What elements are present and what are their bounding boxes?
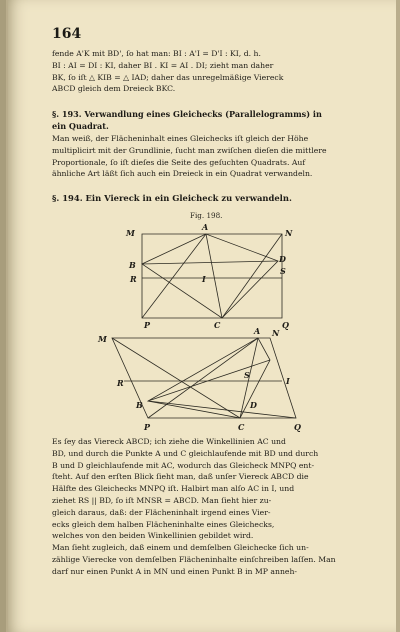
label-a-bottom: A [254, 326, 261, 336]
text-line: Man ſieht zugleich, daß einem und demſelben Gleichecke ſich un- [52, 543, 309, 553]
text-line: fende A'K mit BD', ſo hat man: BI : A'I = D'I : KI, d. h. [52, 49, 261, 58]
text-line: Es ſey das Viereck ABCD; ich ziehe die Winkellinien AC und [52, 437, 286, 446]
text-line: darf nur einen Punkt A in MN und einen Punkt B in MP anneh- [52, 566, 298, 576]
text-line: Man weiß, der Flächeninhalt eines Gleichecks iſt gleich der Höhe [52, 134, 309, 143]
section-194-body [52, 436, 352, 578]
line-pa-top [142, 234, 206, 318]
text-line: B und D gleichlaufende mit AC, wodurch das Gleicheck MNPQ ent- [52, 460, 315, 470]
parallelogram-mnpq-top [142, 234, 282, 318]
text-line: multiplicirt mit der Grundlinie, ſucht man zwiſchen dieſen die mittlere [52, 145, 327, 155]
quadrilateral-abcd-top [142, 234, 278, 318]
label-n-top: N [285, 228, 293, 238]
label-r-bottom: R [117, 378, 124, 388]
line-cn-top [222, 234, 282, 318]
label-s-top: S [280, 266, 286, 276]
text-line: Proportionale, ſo iſt dieſes die Seite des geſuchten Quadrats. Auf [52, 157, 306, 167]
label-d-top: D [279, 254, 286, 264]
label-c-bottom: C [238, 422, 245, 432]
label-m-bottom: M [98, 334, 107, 344]
figure-caption: Fig. 198. [190, 211, 223, 220]
figure-198 [0, 218, 400, 448]
heading-line: §. 193. Verwandlung eines Gleichecks (Parallelogramms) in [52, 109, 322, 119]
text-line: ziehet RS || BD, ſo iſt MNSR = ABCD. Man ſieht hier zu- [52, 495, 272, 505]
text-line: ecks gleich dem halben Flächeninhalte eines Gleichecks, [52, 519, 275, 529]
figure-top [125, 222, 293, 330]
section-193-body [52, 133, 352, 180]
page-number: 164 [52, 26, 82, 42]
label-a-top: A [202, 222, 209, 232]
label-s-bottom: S [244, 370, 250, 380]
label-p-top: P [144, 320, 151, 330]
heading-line: ein Quadrat. [52, 121, 109, 131]
label-n-bottom: N [272, 328, 280, 338]
text-line: Hälfte des Gleichecks MNPQ iſt. Halbirt man alſo AC in I, und [52, 484, 295, 494]
label-b-bottom: B [136, 400, 143, 410]
label-r-top: R [130, 274, 137, 284]
figure-bottom [97, 326, 301, 432]
diagonal-ac-top [206, 234, 222, 318]
label-d-bottom: D [250, 400, 257, 410]
text-line: BK, ſo iſt △ KIB = △ IAD; daher das unregelmäßige Viereck [52, 72, 284, 82]
label-c-top: C [214, 320, 221, 330]
label-m-top: M [126, 228, 135, 238]
line-pa-bottom [148, 338, 258, 418]
label-b-top: B [129, 260, 136, 270]
text-line: ähnliche Art läßt ſich auch ein Dreieck in ein Quadrat verwandeln. [52, 169, 313, 179]
section-194-heading: §. 194. Ein Viereck in ein Gleicheck zu verwandeln. [52, 193, 292, 203]
label-q-bottom: Q [294, 422, 301, 432]
label-i-top: I [202, 274, 206, 284]
text-line: zählige Vierecke von demſelben Flächeninhalte einſchreiben laſſen. Man [52, 554, 336, 564]
label-i-bottom: I [286, 376, 290, 386]
label-p-bottom: P [144, 422, 151, 432]
text-line: ABCD gleich dem Dreieck BKC. [52, 84, 176, 94]
line-bq-bottom [148, 401, 296, 418]
text-line: BI : AI = DI : KI, daher BI . KI = AI . DI; zieht man daher [52, 60, 274, 70]
section-193-heading [52, 108, 352, 132]
text-line: ſteht. Auf den erſten Blick ſieht man, daß unſer Viereck ABCD die [52, 472, 309, 482]
diagonal-bd-top [142, 261, 278, 264]
text-line: gleich daraus, daß: der Flächeninhalt irgend eines Vier- [52, 507, 271, 517]
text-line: welches von den beiden Winkellinien gebildet wird. [52, 531, 254, 541]
intro-paragraph [52, 48, 352, 95]
text-line: BD, und durch die Punkte A und C gleichlaufende mit BD und durch [52, 448, 319, 458]
label-q-top: Q [282, 320, 289, 330]
